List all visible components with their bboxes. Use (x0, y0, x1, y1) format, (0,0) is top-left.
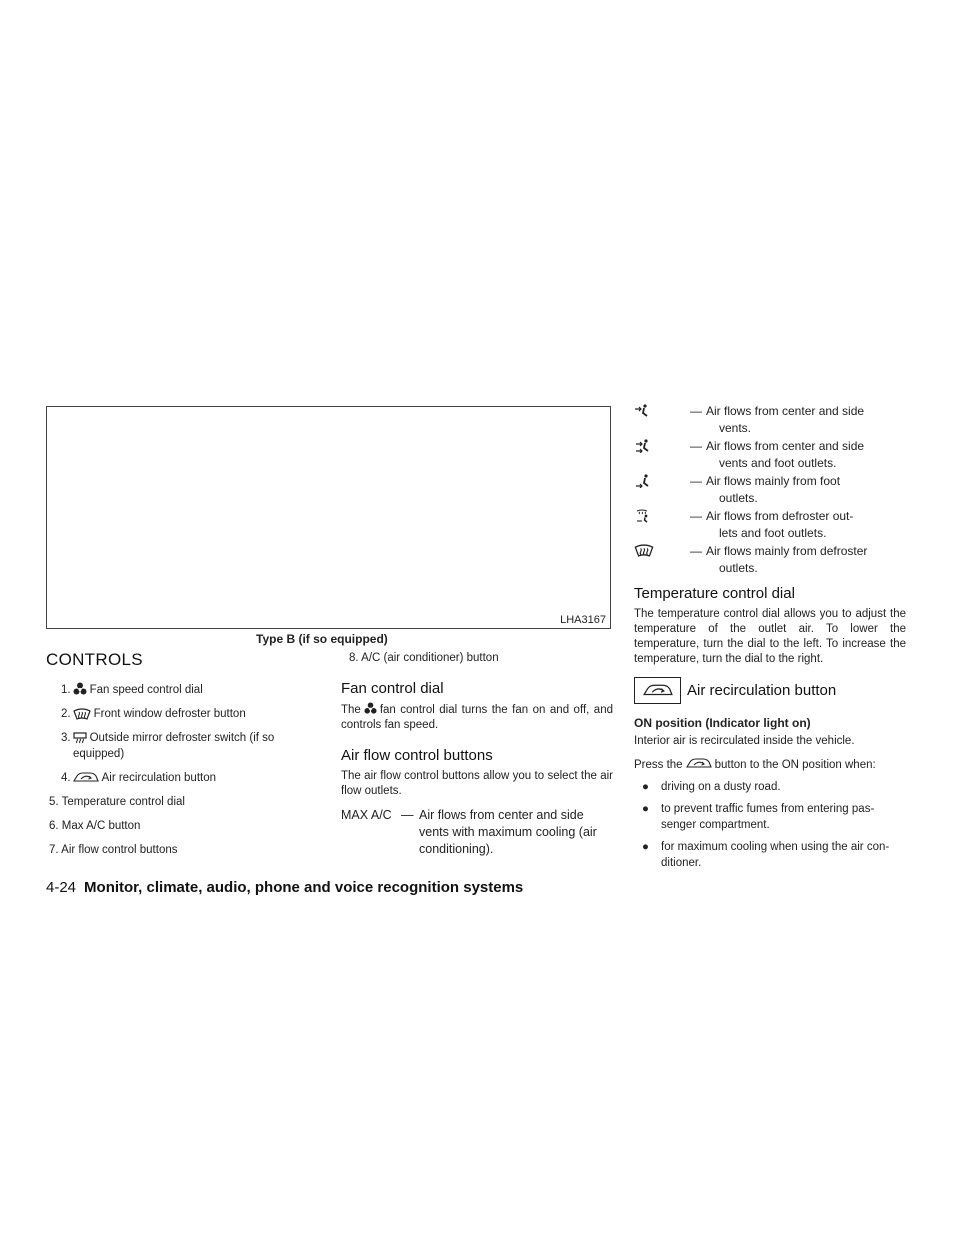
controls-item-6: 6. Max A/C button (49, 820, 141, 832)
mirror-defroster-icon (73, 732, 87, 744)
recirculation-heading (634, 677, 906, 704)
figure-caption: Type B (if so equipped) (256, 632, 388, 646)
max-ac-desc: Air flows from center and side vents with maximum cooling (air conditioning). (419, 808, 597, 856)
figure-code: LHA3167 (560, 614, 606, 626)
chapter-title: Monitor, climate, audio, phone and voice recognition systems (84, 879, 524, 896)
air-mode-row-defrost-foot: — Air flows from defroster out- lets and foot outlets. (634, 508, 906, 542)
controls-title: CONTROLS (46, 650, 143, 669)
controls-item-7: 7. Air flow control buttons (49, 844, 178, 856)
controls-item-8: 8. A/C (air conditioner) button (349, 652, 499, 664)
controls-item-2: 2. Front window defroster button (61, 708, 246, 720)
fan-icon (73, 682, 87, 696)
air-flow-text: The air flow control buttons allow you to select the air flow outlets. (341, 770, 613, 797)
fan-icon (364, 702, 377, 715)
recirculation-icon (634, 677, 681, 704)
air-mode-row-bi-level: — Air flows from center and side vents and foot outlets. (634, 438, 906, 472)
figure-frame (46, 406, 611, 629)
recirc-bullet-2: ● to prevent traffic fumes from entering pas- senger compartment. (642, 803, 875, 831)
air-flow-title: Air flow control buttons (341, 747, 493, 764)
max-ac-key: MAX A/C (341, 808, 392, 822)
recirc-bullet-1: ● driving on a dusty road. (642, 781, 781, 793)
temperature-text: The temperature control dial allows you to adjust the temperature of the outlet air. To lower the temperature, turn the dial to the left. To increase the temperature, turn the dial to the right. (634, 608, 906, 665)
foot-mode-icon (634, 473, 690, 507)
fan-and-airflow-column (341, 650, 613, 858)
page-footer (46, 879, 523, 896)
press-button-text: Press the button to the ON position when: (634, 759, 876, 771)
bi-level-mode-icon (634, 438, 690, 472)
recirc-bullet-3: ● for maximum cooling when using the air con- ditioner. (642, 841, 890, 869)
air-mode-row-defrost: — Air flows mainly from defroster outlets. (634, 543, 906, 577)
temperature-title: Temperature control dial (634, 585, 795, 602)
controls-item-3: 3. Outside mirror defroster switch (if so equipped) (61, 732, 275, 760)
controls-item-5: 5. Temperature control dial (49, 796, 185, 808)
air-mode-row-vent: — Air flows from center and side vents. (634, 403, 906, 437)
modes-temperature-column (634, 403, 906, 871)
front-defroster-icon (73, 708, 91, 720)
vent-mode-icon (634, 403, 690, 437)
fan-dial-text: The fan control dial turns the fan on and off, and controls fan speed. (341, 704, 613, 731)
recirculation-icon (686, 758, 712, 770)
recirculation-title: Air recirculation button (687, 682, 837, 699)
controls-column (46, 650, 321, 866)
defrost-mode-icon (634, 543, 690, 577)
defrost-foot-mode-icon (634, 508, 690, 542)
controls-item-1: 1. Fan speed control dial (61, 684, 203, 696)
fan-dial-title: Fan control dial (341, 680, 444, 697)
max-ac-row: MAX A/C — Air flows from center and side vents with maximum cooling (air conditioning). (341, 807, 613, 858)
on-position-heading: ON position (Indicator light on) (634, 716, 811, 730)
controls-item-4: 4. Air recirculation button (61, 772, 217, 784)
page-number: 4-24 (46, 879, 77, 896)
air-mode-row-foot: — Air flows mainly from foot outlets. (634, 473, 906, 507)
recirculation-icon (73, 772, 99, 784)
on-position-text: Interior air is recirculated inside the vehicle. (634, 735, 855, 747)
